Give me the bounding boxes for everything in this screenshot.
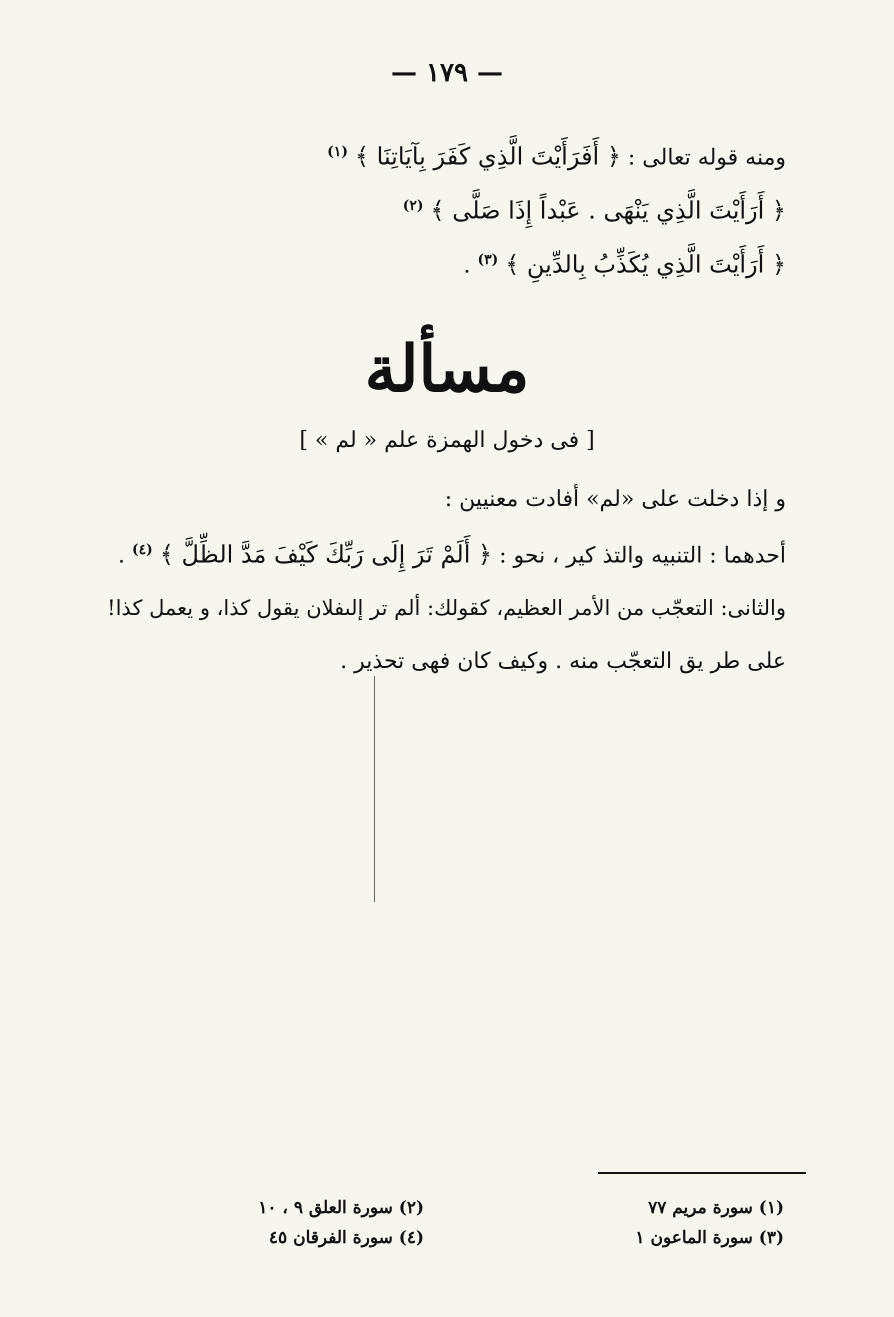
footnote-marker: (٤) (131, 542, 153, 558)
page-number: — ١٧٩ — (390, 58, 504, 88)
footnote-marker: (٢) (402, 198, 424, 214)
sentence-end: . (463, 253, 471, 279)
margin-line (374, 676, 375, 902)
body-line-1: و إذا دخلت على «لم» أفادت معنيين : (444, 487, 786, 512)
footnote-separator (598, 1172, 806, 1174)
verse-intro: ومنه قوله تعالى : (627, 145, 786, 171)
sentence-end: . (117, 543, 125, 569)
quran-verse: ﴿ أَرَأَيْتَ الَّذِي يُكَذِّبُ بِالدِّينِ ﴾ (505, 250, 786, 279)
footnote-1: (١) سورة مريم ٧٧ (648, 1198, 784, 1218)
verse-line-2 (90, 190, 786, 228)
quran-verse: ﴿ أَلَمْ تَرَ إِلَى رَبِّكَ كَيْفَ مَدَّ الظِّلَّ ﴾ (159, 540, 493, 569)
section-subheading: [ فى دخول الهمزة علم « لم » ] (299, 428, 595, 453)
quran-verse: ﴿ أَفَرَأَيْتَ الَّذِي كَفَرَ بِآيَاتِنَا ﴾ (354, 142, 621, 171)
footnote-marker: (٣) (477, 252, 499, 268)
body-line-2 (90, 534, 786, 572)
section-heading: مسألة (364, 332, 530, 407)
footnote-2: (٢) سورة العلق ٩ ، ١٠ (258, 1198, 424, 1218)
footnote-marker: (١) (327, 144, 348, 160)
verse-line-3 (90, 244, 786, 282)
footnote-3: (٣) سورة الماعون ١ (635, 1228, 784, 1248)
footnote-4: (٤) سورة الفرقان ٤٥ (268, 1228, 424, 1248)
body-line-3: والثانى: التعجّب من الأمر العظيم، كقولك: ألم تر إلىفلان يقول كذا، و يعمل كذا! (107, 596, 786, 620)
body-text: أحدهما : التنبيه والتذ كير ، نحو : (499, 543, 786, 569)
verse-line-1 (90, 136, 786, 174)
quran-verse: ﴿ أَرَأَيْتَ الَّذِي يَنْهَى . عَبْداً إِذَا صَلَّى ﴾ (430, 196, 786, 225)
body-line-4: على طر يق التعجّب منه . وكيف كان فهى تحذير . (340, 649, 786, 674)
